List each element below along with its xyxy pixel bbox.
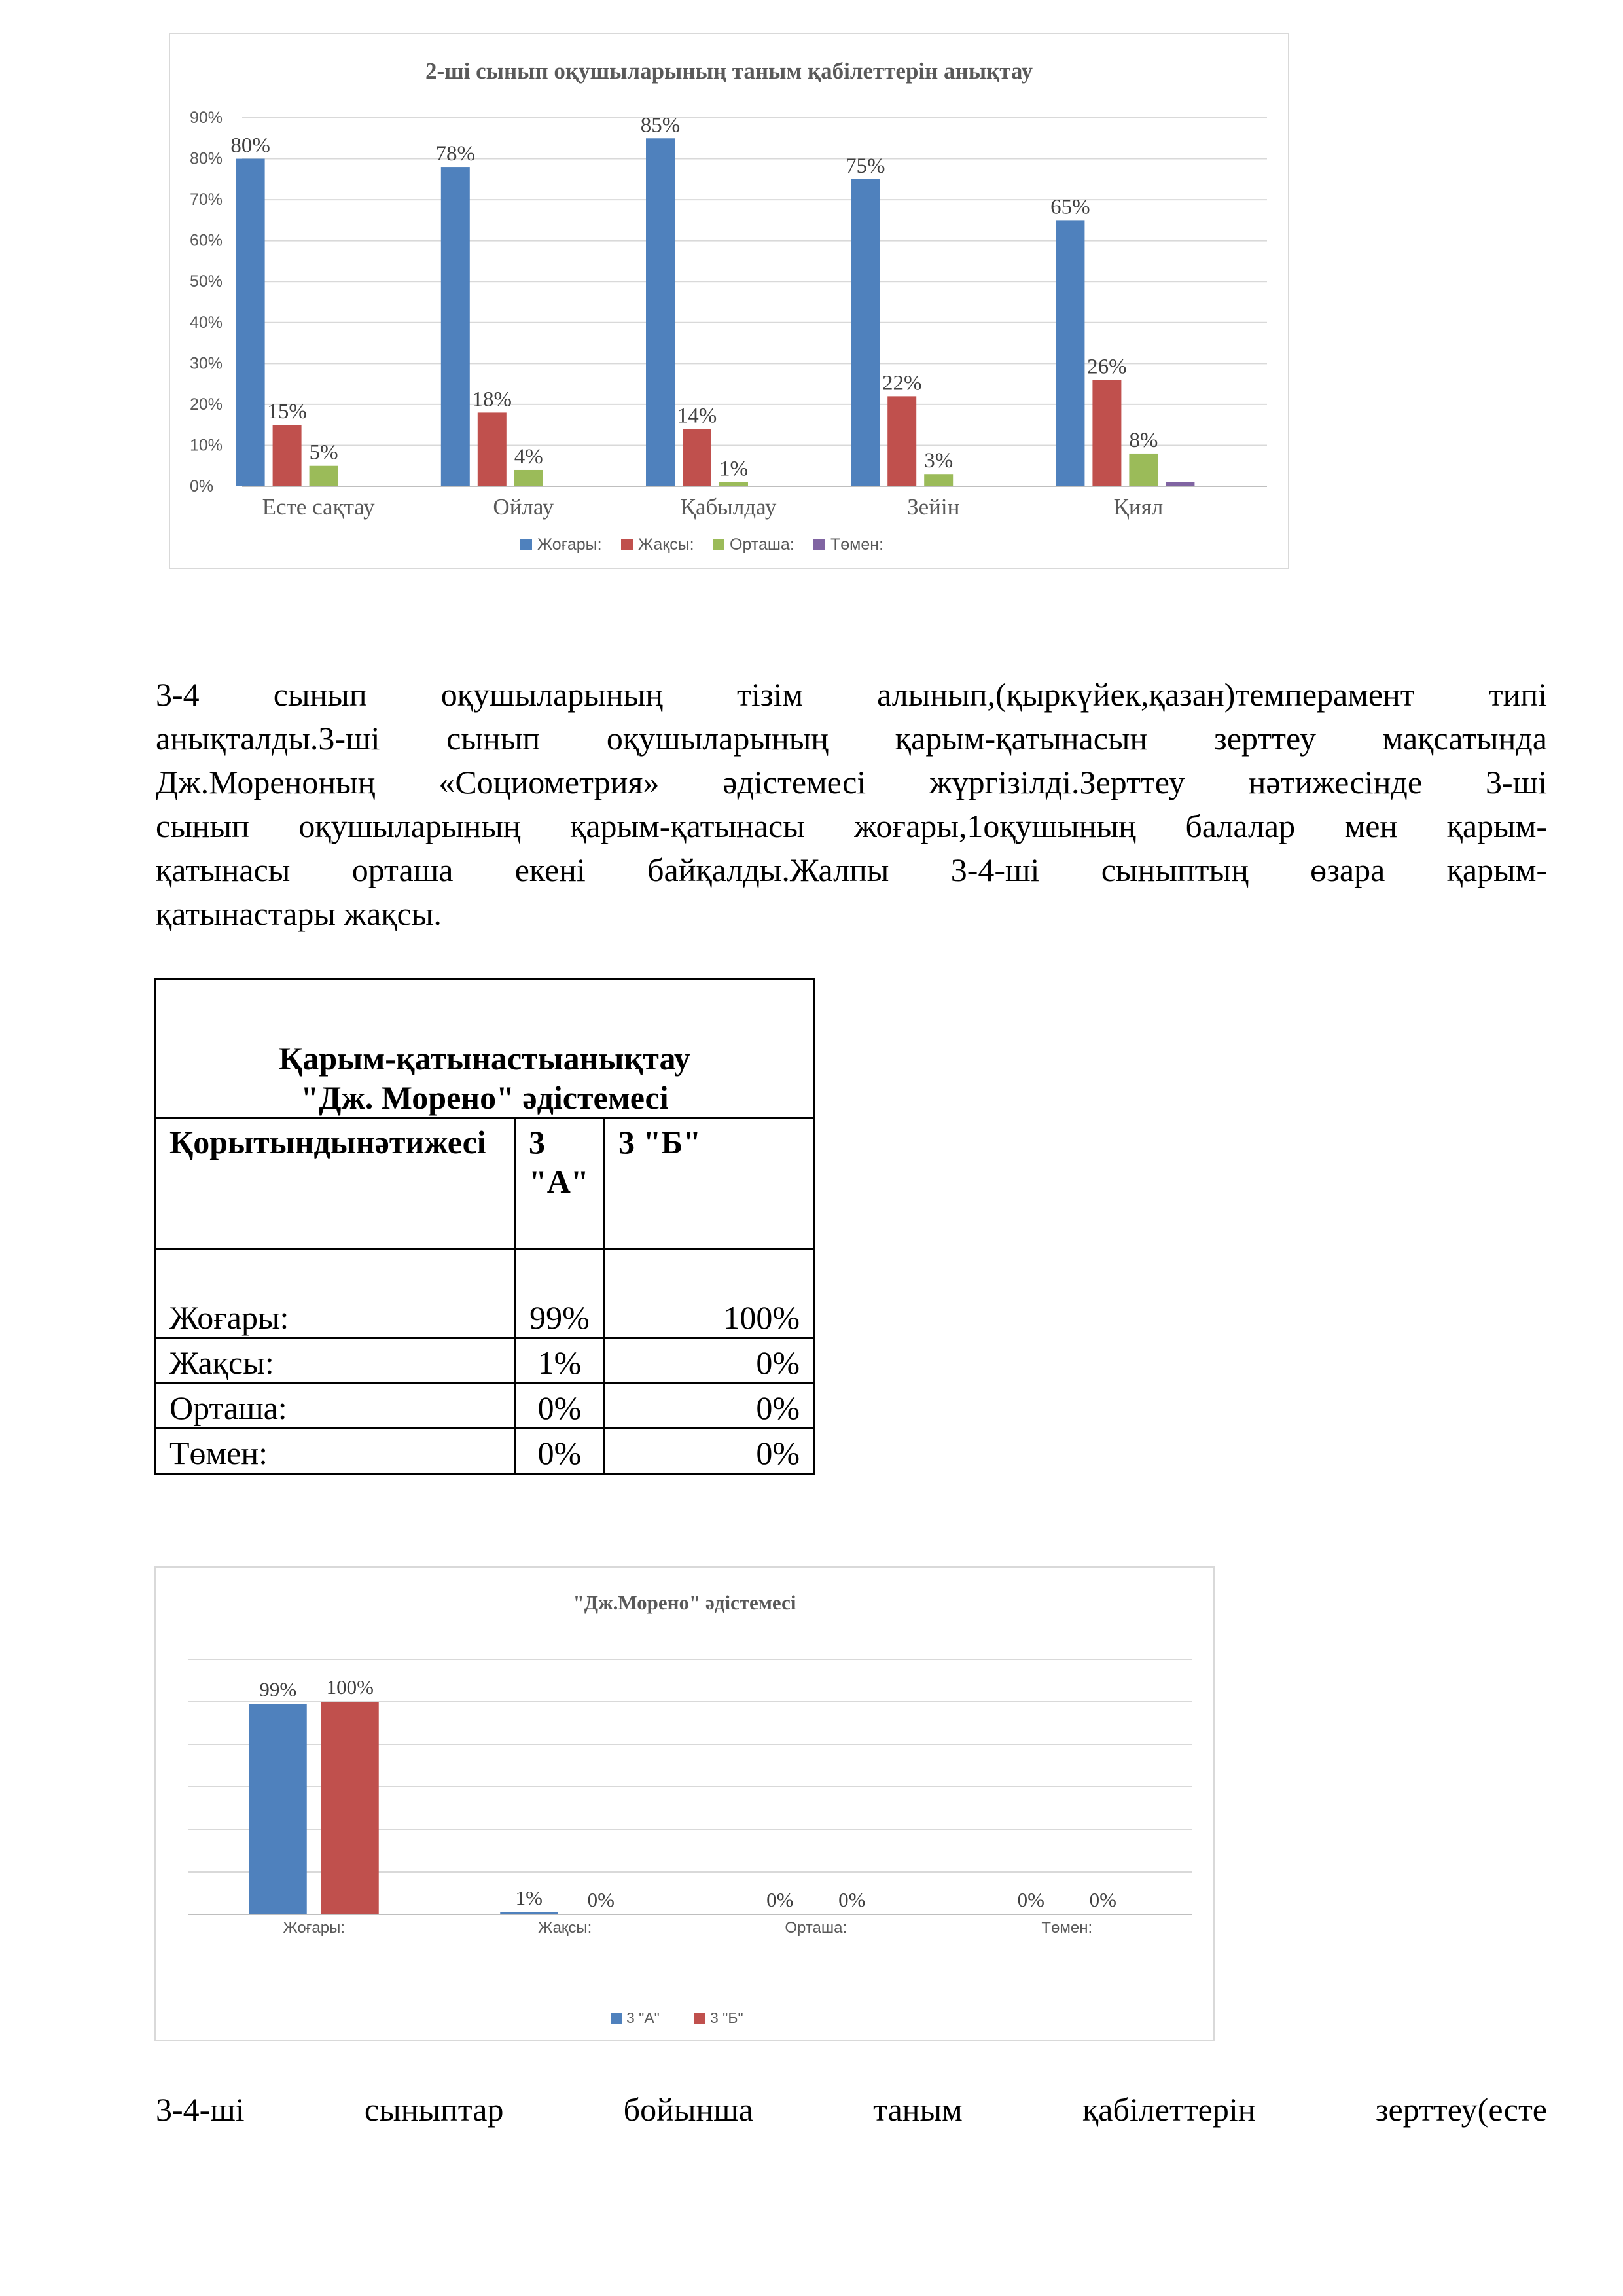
header-class-b: 3 "Б" (605, 1119, 814, 1249)
table-title-line: "Дж. Морено" әдістемесі (300, 1079, 669, 1116)
legend-swatch-0 (611, 2013, 622, 2024)
data-label: 4% (514, 444, 543, 469)
header-class-a: 3 "А" (515, 1119, 605, 1249)
paragraph-line: қатынастары жақсы. (156, 895, 442, 932)
x-category-label: Орташа: (785, 1919, 847, 1937)
data-label: 22% (882, 371, 922, 395)
chart-title: 2-ші сынып оқушыларының таным қабілеттерін анықтау (425, 58, 1033, 84)
y-tick-label: 40% (190, 313, 223, 332)
x-category-label: Жақсы: (538, 1919, 592, 1937)
x-category-label: Қиял (1113, 494, 1164, 520)
y-tick-label: 20% (190, 395, 223, 414)
data-label: 99% (259, 1677, 297, 1701)
morena-results-table (154, 978, 815, 1475)
data-label: 0% (1017, 1888, 1044, 1911)
data-label: 15% (267, 400, 307, 424)
bar-жоғары-2 (646, 138, 675, 486)
y-tick-label: 0% (190, 477, 214, 495)
body-paragraph (156, 2088, 1547, 2132)
table-title-line: Қарым-қатынастыанықтау (279, 1040, 690, 1077)
bar-жақсы-2 (683, 429, 711, 486)
bar-3-б-0 (321, 1702, 379, 1914)
cell-class-a: 1% (515, 1338, 605, 1384)
y-tick-label: 70% (190, 190, 223, 209)
legend-swatch-төмен (813, 539, 825, 550)
cell-class-b: 0% (605, 1429, 814, 1474)
bar-орташа-0 (310, 466, 338, 486)
data-label: 3% (924, 449, 954, 473)
data-label: 5% (309, 440, 338, 465)
bar-жоғары-3 (851, 179, 880, 486)
chart-title: "Дж.Морено" әдістемесі (573, 1591, 796, 1614)
x-category-label: Төмен: (1041, 1919, 1093, 1937)
cell-class-b: 0% (605, 1384, 814, 1429)
x-category-label: Зейін (907, 494, 960, 520)
data-label: 0% (766, 1888, 794, 1911)
chart-cognitive-abilities (169, 33, 1289, 569)
paragraph-line: Дж.Мореноның «Социометрия» әдістемесі жүргізілді.Зерттеу нәтижесінде 3-ші (156, 764, 1547, 800)
data-label: 78% (435, 142, 476, 166)
bar-жақсы-3 (887, 396, 916, 486)
bar-орташа-4 (1129, 454, 1158, 486)
x-category-label: Жоғары: (283, 1919, 346, 1937)
data-label: 0% (587, 1888, 615, 1911)
legend-label: Жоғары: (537, 535, 602, 554)
data-label: 8% (1129, 428, 1158, 452)
bar-орташа-3 (924, 474, 953, 486)
data-label: 80% (230, 134, 270, 158)
data-label: 0% (1089, 1888, 1116, 1911)
row-label: Жақсы: (156, 1338, 515, 1384)
body-paragraph (156, 673, 1547, 936)
paragraph-line: сынып оқушыларының қарым-қатынасы жоғары,1оқушының балалар мен қарым- (156, 808, 1547, 844)
table-title (156, 980, 814, 1119)
bar-жоғары-0 (236, 159, 265, 486)
legend-label: Төмен: (830, 535, 884, 554)
chart-moreno-method (154, 1566, 1215, 2041)
legend-swatch-жақсы (621, 539, 633, 550)
bar-жақсы-0 (273, 425, 302, 486)
paragraph-line: қатынасы орташа екені байқалды.Жалпы 3-4-ші сыныптың өзара қарым- (156, 852, 1547, 888)
x-category-label: Ойлау (493, 494, 554, 520)
data-label: 75% (845, 154, 885, 178)
header-result: Қорытындынәтижесі (156, 1119, 515, 1249)
y-tick-label: 90% (190, 109, 223, 127)
chart-moreno-method-svg (156, 1568, 1213, 2040)
bar-орташа-1 (514, 470, 543, 486)
y-tick-label: 50% (190, 272, 223, 291)
bar-жақсы-1 (478, 412, 507, 486)
row-label: Орташа: (156, 1384, 515, 1429)
y-tick-label: 60% (190, 231, 223, 250)
legend-swatch-1 (694, 2013, 705, 2024)
data-label: 18% (472, 387, 512, 412)
legend-label: 3 "А" (626, 2009, 660, 2026)
cell-class-b: 100% (605, 1249, 814, 1338)
bar-жақсы-4 (1092, 380, 1121, 486)
paragraph-line: 3-4 сынып оқушыларының тізім алынып,(қыркүйек,қазан)темперамент типі (156, 676, 1547, 713)
bar-3-а-0 (249, 1704, 307, 1914)
bar-3-а-1 (500, 1912, 558, 1914)
bar-төмен-4 (1166, 482, 1194, 486)
data-label: 1% (719, 457, 748, 481)
data-label: 26% (1087, 355, 1127, 379)
cell-class-b: 0% (605, 1338, 814, 1384)
cell-class-a: 0% (515, 1429, 605, 1474)
data-label: 1% (515, 1886, 543, 1909)
bar-жоғары-1 (441, 167, 470, 486)
row-label: Жоғары: (156, 1249, 515, 1338)
legend-label: Орташа: (730, 535, 794, 554)
chart-cognitive-abilities-svg (170, 34, 1288, 568)
data-label: 100% (326, 1676, 374, 1698)
legend-label: 3 "Б" (710, 2009, 743, 2026)
data-label: 14% (677, 404, 717, 428)
data-label: 85% (640, 113, 681, 137)
legend-swatch-жоғары (520, 539, 532, 550)
x-category-label: Қабылдау (680, 494, 777, 520)
x-category-label: Есте сақтау (262, 494, 375, 520)
legend-swatch-орташа (713, 539, 724, 550)
legend-label: Жақсы: (638, 535, 694, 554)
cell-class-a: 99% (515, 1249, 605, 1338)
bar-орташа-2 (719, 482, 748, 486)
row-label: Төмен: (156, 1429, 515, 1474)
y-tick-label: 80% (190, 149, 223, 168)
data-label: 0% (838, 1888, 866, 1911)
bar-жоғары-4 (1056, 220, 1084, 486)
paragraph-line: 3-4-ші сыныптар бойынша таным қабілеттерін зерттеу(есте (156, 2091, 1547, 2128)
y-tick-label: 10% (190, 436, 223, 455)
y-tick-label: 30% (190, 354, 223, 373)
paragraph-line: анықталды.3-ші сынып оқушыларының қарым-қатынасын зерттеу мақсатында (156, 720, 1547, 757)
data-label: 65% (1050, 195, 1090, 219)
cell-class-a: 0% (515, 1384, 605, 1429)
